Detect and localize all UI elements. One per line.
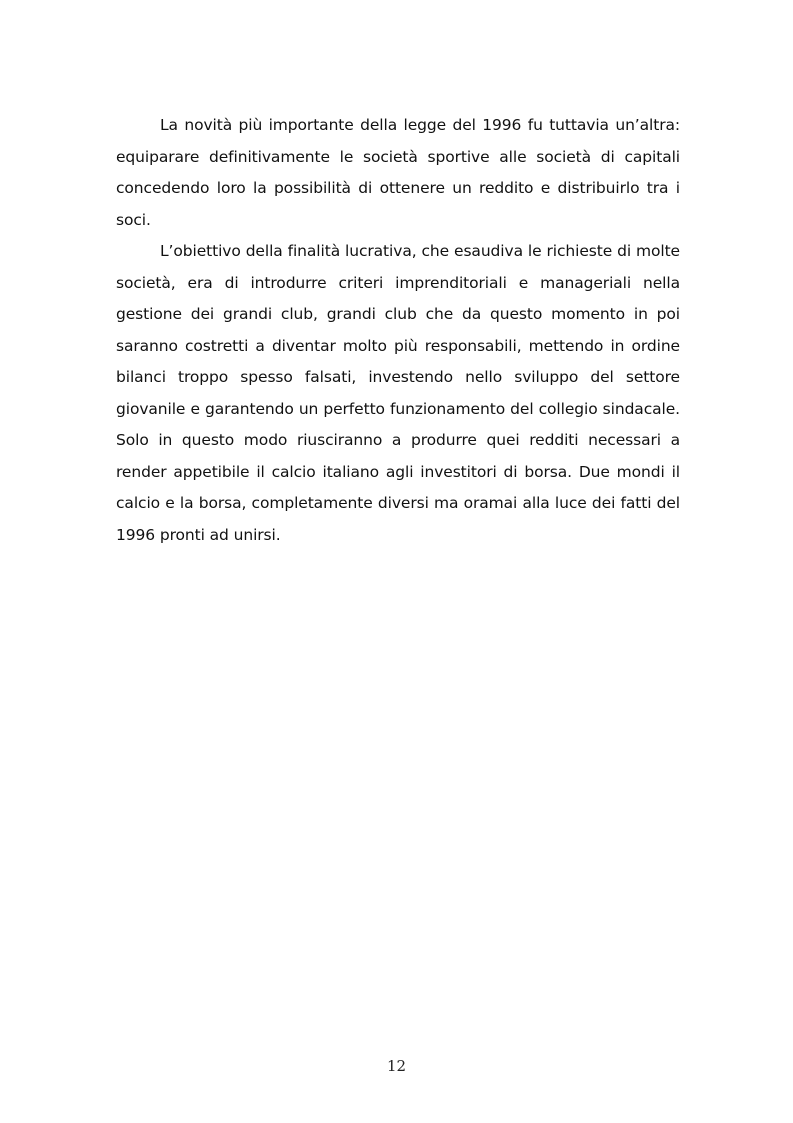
page-number: 12 — [386, 1057, 407, 1075]
body-text — [116, 110, 680, 551]
paragraph-1: La novità più importante della legge del 1996 fu tuttavia un’altra: equiparare definitivamente le società sportive alle società di capitali concedendo loro la possibilità di ottenere un reddito e distribuirlo tra i soci. — [116, 116, 680, 229]
paragraph-2: L’obiettivo della finalità lucrativa, che esaudiva le richieste di molte società, era di introdurre criteri imprenditoriali e manageriali nella gestione dei grandi club, grandi club che da questo momento in poi saranno costretti a diventar molto più responsabili, mettendo in ordine bilanci troppo spesso falsati, investendo nello sviluppo del settore giovanile e garantendo un perfetto funzionamento del collegio sindacale. Solo in questo modo riusciranno a produrre quei redditi necessari a render appetibile il calcio italiano agli investitori di borsa. Due mondi il calcio e la borsa, completamente diversi ma oramai alla luce dei fatti del 1996 pronti ad unirsi. — [116, 242, 680, 544]
